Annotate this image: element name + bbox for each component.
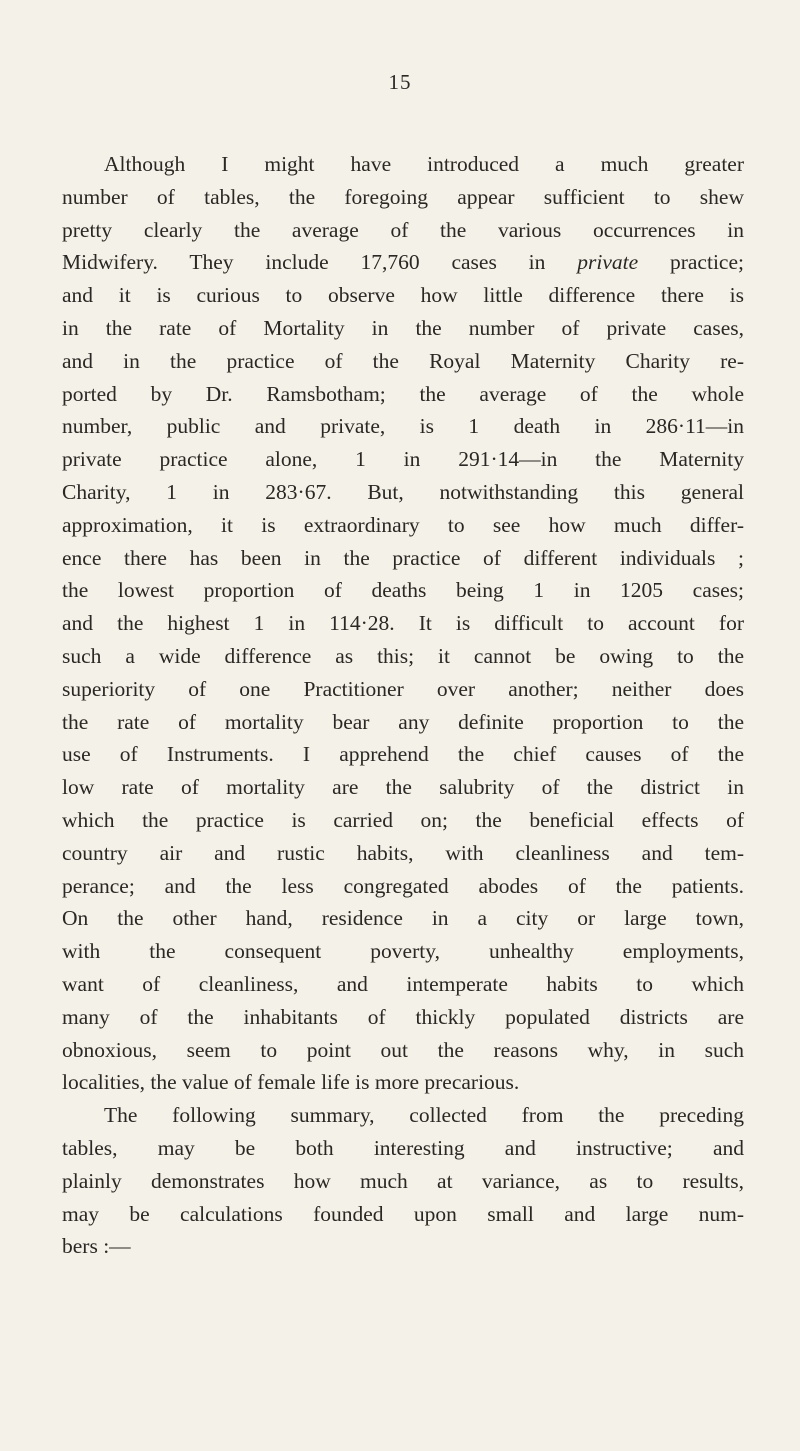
- text-line: [62, 476, 744, 509]
- text-run: which the practice is carried on; the beneficial effects of: [62, 807, 744, 832]
- text-line: [62, 738, 744, 771]
- text-run: many of the inhabitants of thickly populated districts are: [62, 1004, 744, 1029]
- text-line: [62, 902, 744, 935]
- text-run: bers :—: [62, 1234, 131, 1259]
- text-line: [62, 870, 744, 903]
- text-run: tables, may be both interesting and instructive; and: [62, 1135, 744, 1160]
- text-line: [62, 1165, 744, 1198]
- text-run: localities, the value of female life is more precarious.: [62, 1070, 520, 1095]
- text-line: [62, 246, 744, 279]
- text-line: [62, 1099, 744, 1132]
- text-line: [62, 214, 744, 247]
- text-run: perance; and the less congregated abodes of the patients.: [62, 873, 744, 898]
- text-run: number of tables, the foregoing appear sufficient to shew: [62, 184, 744, 209]
- text-run: On the other hand, residence in a city or large town,: [62, 906, 744, 931]
- text-run: approximation, it is extraordinary to see how much differ-: [62, 512, 744, 537]
- text-line: [62, 837, 744, 870]
- text-run: low rate of mortality are the salubrity of the district in: [62, 775, 744, 800]
- text-line: [62, 378, 744, 411]
- text-run: such a wide difference as this; it cannot be owing to the: [62, 643, 744, 668]
- text-run: with the consequent poverty, unhealthy employments,: [62, 939, 744, 964]
- text-line: [62, 345, 744, 378]
- text-run: Charity, 1 in 283·67. But, notwithstanding this general: [62, 479, 744, 504]
- text-line: [62, 1001, 744, 1034]
- text-run: obnoxious, seem to point out the reasons why, in such: [62, 1037, 744, 1062]
- text-run: in the rate of Mortality in the number of private cases,: [62, 315, 744, 340]
- text-line: [62, 148, 744, 181]
- italic-text: private: [577, 250, 639, 275]
- text-line: [62, 181, 744, 214]
- text-line: [62, 279, 744, 312]
- text-run: country air and rustic habits, with cleanliness and tem-: [62, 840, 744, 865]
- text-run: practice;: [638, 250, 744, 275]
- text-line: [62, 1034, 744, 1067]
- text-line: [62, 935, 744, 968]
- text-run: and it is curious to observe how little difference there is: [62, 283, 744, 308]
- text-run: ence there has been in the practice of different individuals ;: [62, 545, 744, 570]
- text-line: [62, 1198, 744, 1231]
- body-text: [62, 148, 744, 1263]
- text-run: and in the practice of the Royal Maternity Charity re-: [62, 348, 744, 373]
- text-line: [62, 509, 744, 542]
- text-run: plainly demonstrates how much at variance, as to results,: [62, 1168, 744, 1193]
- text-run: may be calculations founded upon small and large num-: [62, 1201, 744, 1226]
- text-line: [62, 1230, 744, 1263]
- text-line: [62, 542, 744, 575]
- text-line: [62, 312, 744, 345]
- text-run: pretty clearly the average of the various occurrences in: [62, 217, 744, 242]
- text-line: [62, 410, 744, 443]
- text-line: [62, 968, 744, 1001]
- text-run: use of Instruments. I apprehend the chief causes of the: [62, 742, 744, 767]
- text-run: superiority of one Practitioner over another; neither does: [62, 676, 744, 701]
- text-line: [62, 804, 744, 837]
- page-number: 15: [388, 70, 412, 94]
- text-run: The following summary, collected from the preceding: [104, 1103, 744, 1128]
- text-line: [62, 1132, 744, 1165]
- text-run: private practice alone, 1 in 291·14—in the Maternity: [62, 447, 744, 472]
- text-run: want of cleanliness, and intemperate habits to which: [62, 971, 744, 996]
- text-line: [62, 706, 744, 739]
- text-line: [62, 1066, 744, 1099]
- text-run: the lowest proportion of deaths being 1 in 1205 cases;: [62, 578, 744, 603]
- text-line: [62, 607, 744, 640]
- text-run: number, public and private, is 1 death in 286·11—in: [62, 414, 744, 439]
- text-run: the rate of mortality bear any definite proportion to the: [62, 709, 744, 734]
- text-line: [62, 574, 744, 607]
- text-run: ported by Dr. Ramsbotham; the average of the whole: [62, 381, 744, 406]
- text-line: [62, 640, 744, 673]
- text-run: Midwifery. They include 17,760 cases in: [62, 250, 578, 275]
- text-line: [62, 673, 744, 706]
- text-run: Although I might have introduced a much greater: [104, 152, 744, 176]
- text-run: and the highest 1 in 114·28. It is difficult to account for: [62, 611, 744, 636]
- text-line: [62, 443, 744, 476]
- text-line: [62, 771, 744, 804]
